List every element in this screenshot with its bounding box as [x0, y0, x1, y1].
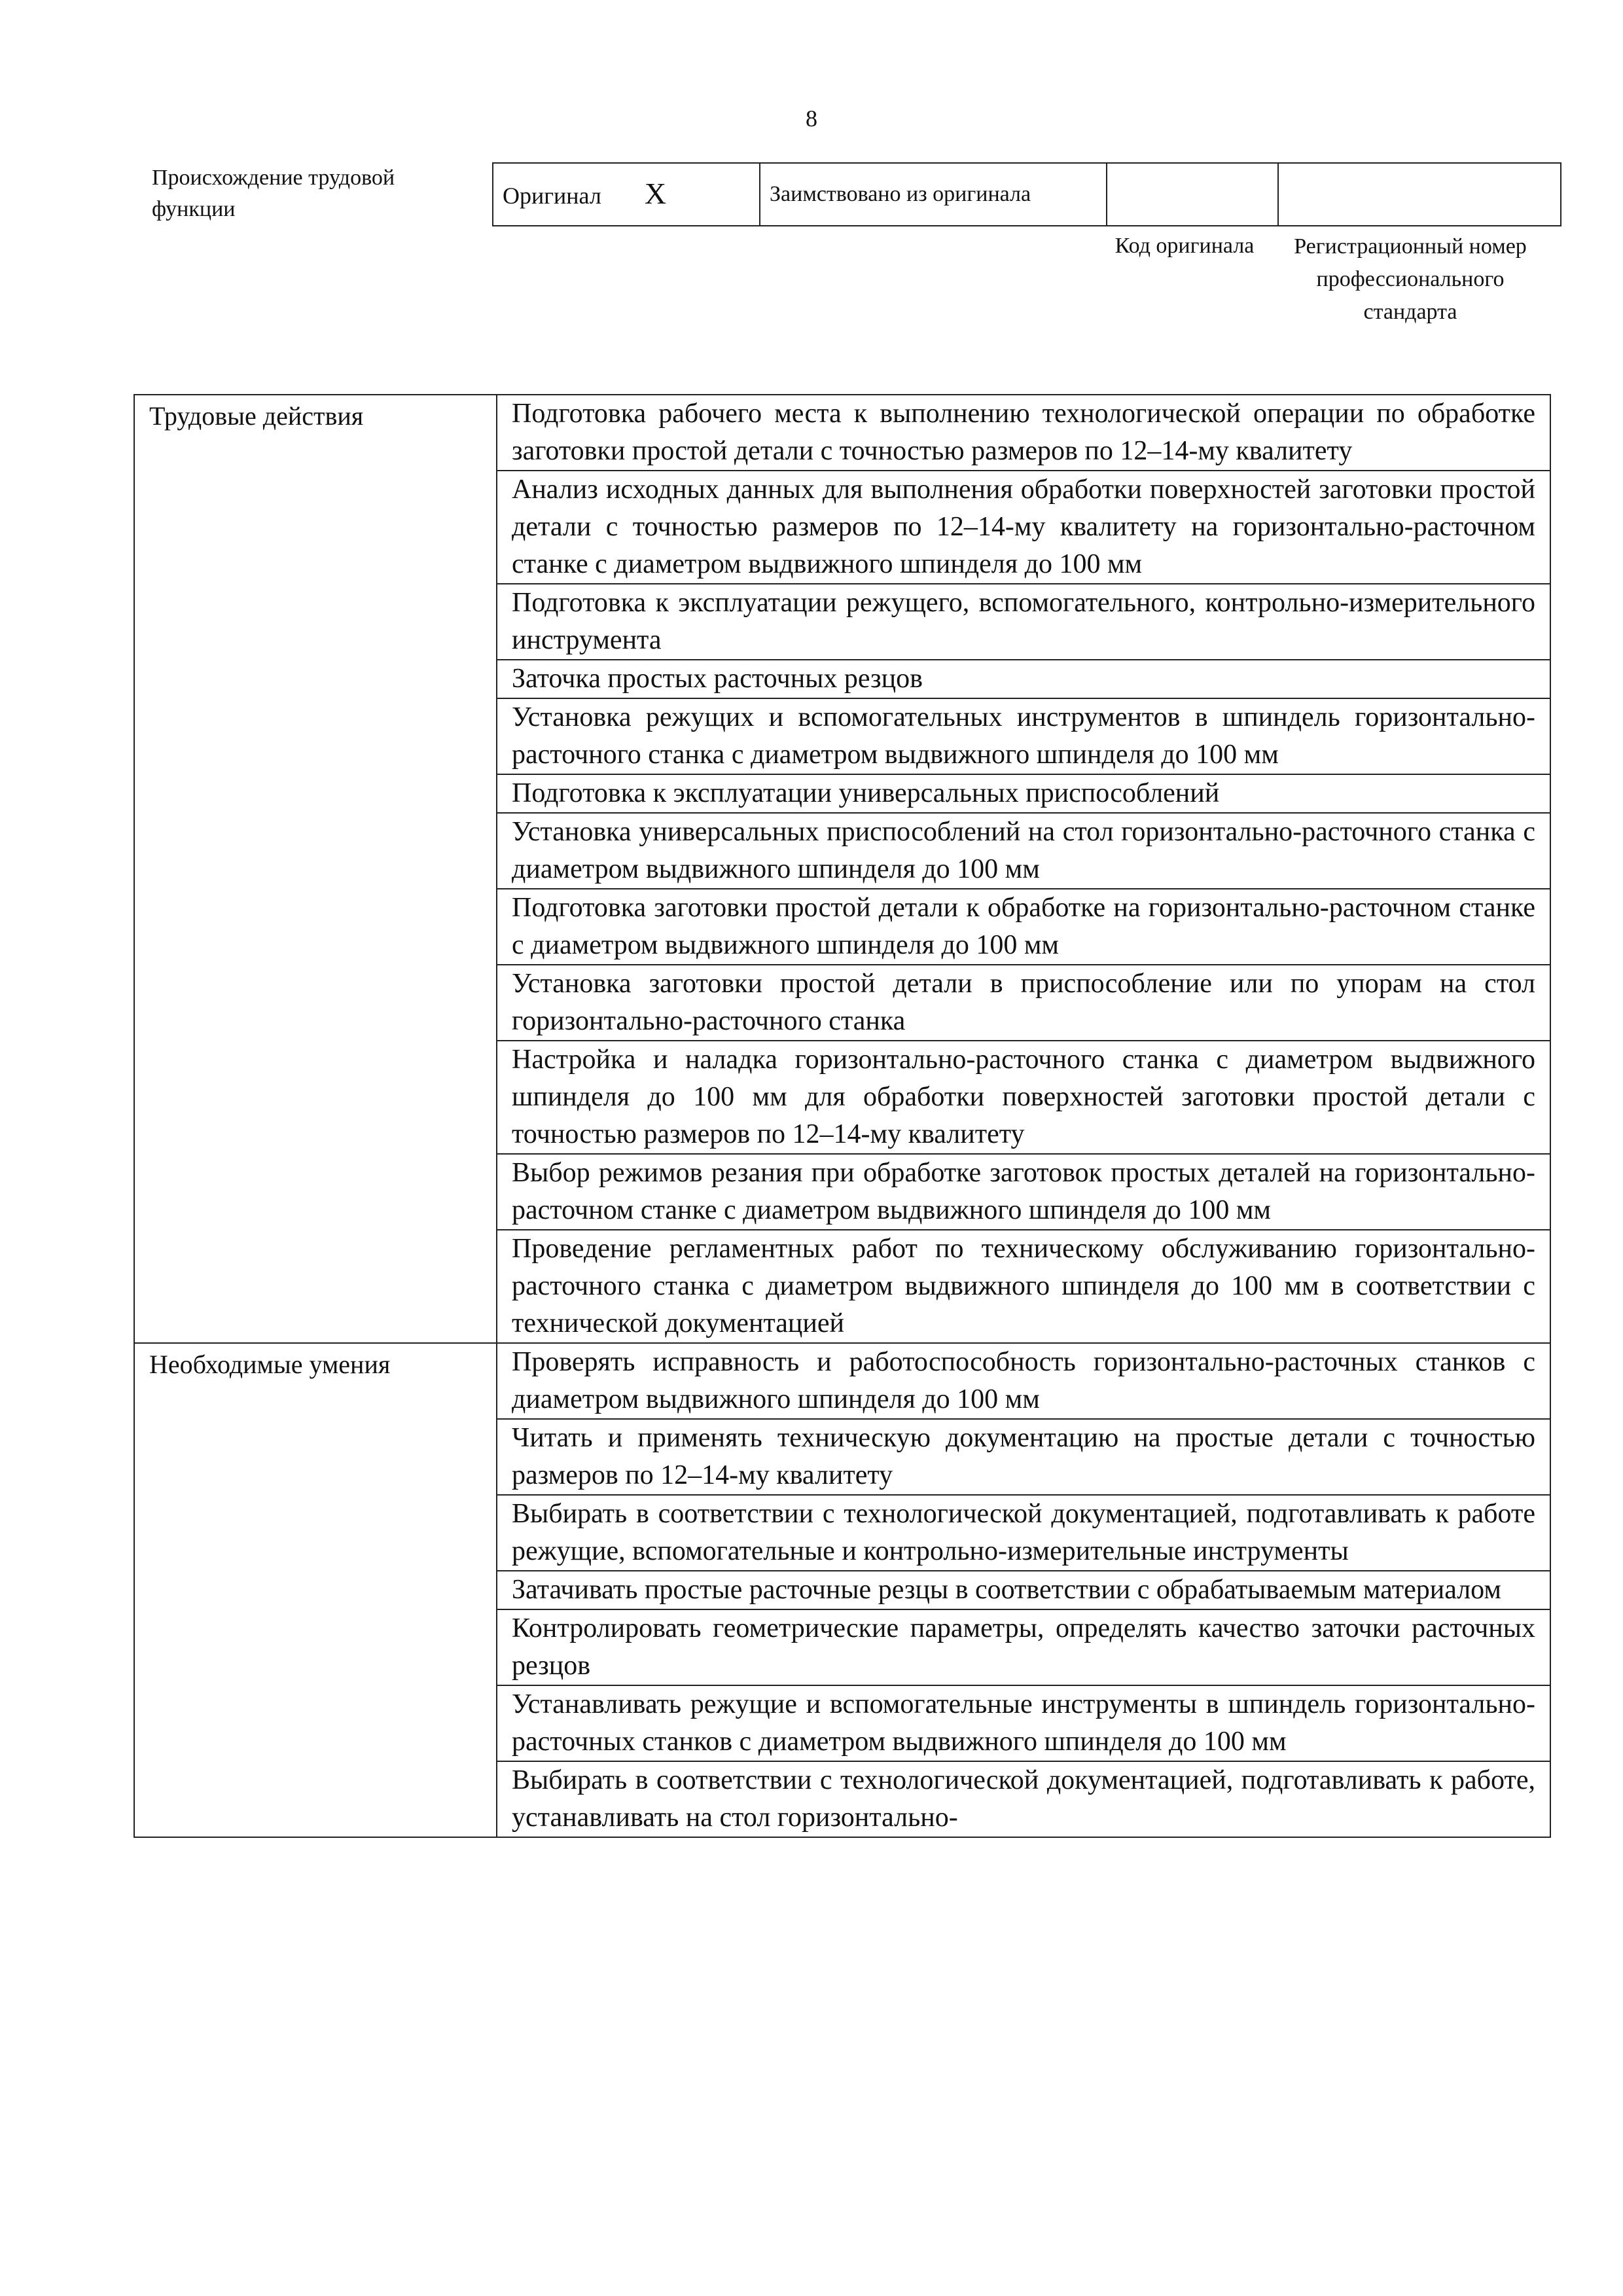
borrowed-cell: Заимствовано из оригинала [760, 163, 1107, 226]
labor-actions-label: Трудовые действия [134, 395, 497, 1343]
labor-actions-item: Подготовка к эксплуатации режущего, вспомогательного, контрольно-измерительного инструмента [497, 584, 1550, 660]
labor-actions-item: Анализ исходных данных для выполнения обработки поверхностей заготовки простой детали с точностью размеров по 12–14-му квалитету на горизонтально-расточном станке с диаметром выдвижного шпинделя до 100 мм [497, 471, 1550, 584]
code-caption: Код оригинала [1115, 234, 1255, 258]
competency-table [134, 394, 1551, 1838]
labor-actions-item: Выбор режимов резания при обработке заготовок простых деталей на горизонтально-расточном станке с диаметром выдвижного шпинделя до 100 мм [497, 1154, 1550, 1230]
labor-actions-item: Заточка простых расточных резцов [497, 660, 1550, 698]
labor-actions-item: Установка универсальных приспособлений на стол горизонтально-расточного станка с диаметром выдвижного шпинделя до 100 мм [497, 813, 1550, 889]
original-cell [493, 163, 760, 226]
original-code-cell [1107, 163, 1278, 226]
required-skills-item: Контролировать геометрические параметры, определять качество заточки расточных резцов [497, 1609, 1550, 1685]
required-skills-item: Затачивать простые расточные резцы в соответствии с обрабатываемым материалом [497, 1571, 1550, 1609]
origin-label: Происхождение трудовой функции [152, 166, 395, 221]
origin-table [492, 162, 1561, 226]
competency-table-body [134, 395, 1550, 1837]
labor-actions-item: Подготовка к эксплуатации универсальных приспособлений [497, 774, 1550, 813]
labor-actions-item: Проведение регламентных работ по техническому обслуживанию горизонтально-расточного станка с диаметром выдвижного шпинделя до 100 мм в соответствии с технической документацией [497, 1230, 1550, 1343]
labor-actions-item: Подготовка заготовки простой детали к обработке на горизонтально-расточном станке с диаметром выдвижного шпинделя до 100 мм [497, 889, 1550, 965]
registration-caption: Регистрационный номер профессионального стандарта [1294, 234, 1527, 324]
registration-number-cell [1278, 163, 1561, 226]
original-mark: X [644, 176, 667, 210]
page-number: 8 [806, 105, 817, 132]
required-skills-item: Читать и применять техническую документацию на простые детали с точностью размеров по 12–14-му квалитету [497, 1419, 1550, 1495]
required-skills-label: Необходимые умения [134, 1343, 497, 1837]
required-skills-item: Проверять исправность и работоспособность горизонтально-расточных станков с диаметром выдвижного шпинделя до 100 мм [497, 1343, 1550, 1419]
table-row [134, 395, 1550, 471]
labor-actions-item: Установка режущих и вспомогательных инструментов в шпиндель горизонтально-расточного станка с диаметром выдвижного шпинделя до 100 мм [497, 698, 1550, 774]
table-row [134, 1343, 1550, 1419]
labor-actions-item: Подготовка рабочего места к выполнению технологической операции по обработке заготовки простой детали с точностью размеров по 12–14-му квалитету [497, 395, 1550, 471]
required-skills-item: Устанавливать режущие и вспомогательные инструменты в шпиндель горизонтально-расточных станков с диаметром выдвижного шпинделя до 100 мм [497, 1685, 1550, 1761]
required-skills-item: Выбирать в соответствии с технологической документацией, подготавливать к работе, устанавливать на стол горизонтально- [497, 1761, 1550, 1837]
original-label: Оригинал [503, 182, 601, 209]
labor-actions-item: Установка заготовки простой детали в приспособление или по упорам на стол горизонтально-расточного станка [497, 965, 1550, 1041]
labor-actions-item: Настройка и наладка горизонтально-расточного станка с диаметром выдвижного шпинделя до 100 мм для обработки поверхностей заготовки простой детали с точностью размеров по 12–14-му квалитету [497, 1041, 1550, 1154]
required-skills-item: Выбирать в соответствии с технологической документацией, подготавливать к работе режущие, вспомогательные и контрольно-измерительные инструменты [497, 1495, 1550, 1571]
